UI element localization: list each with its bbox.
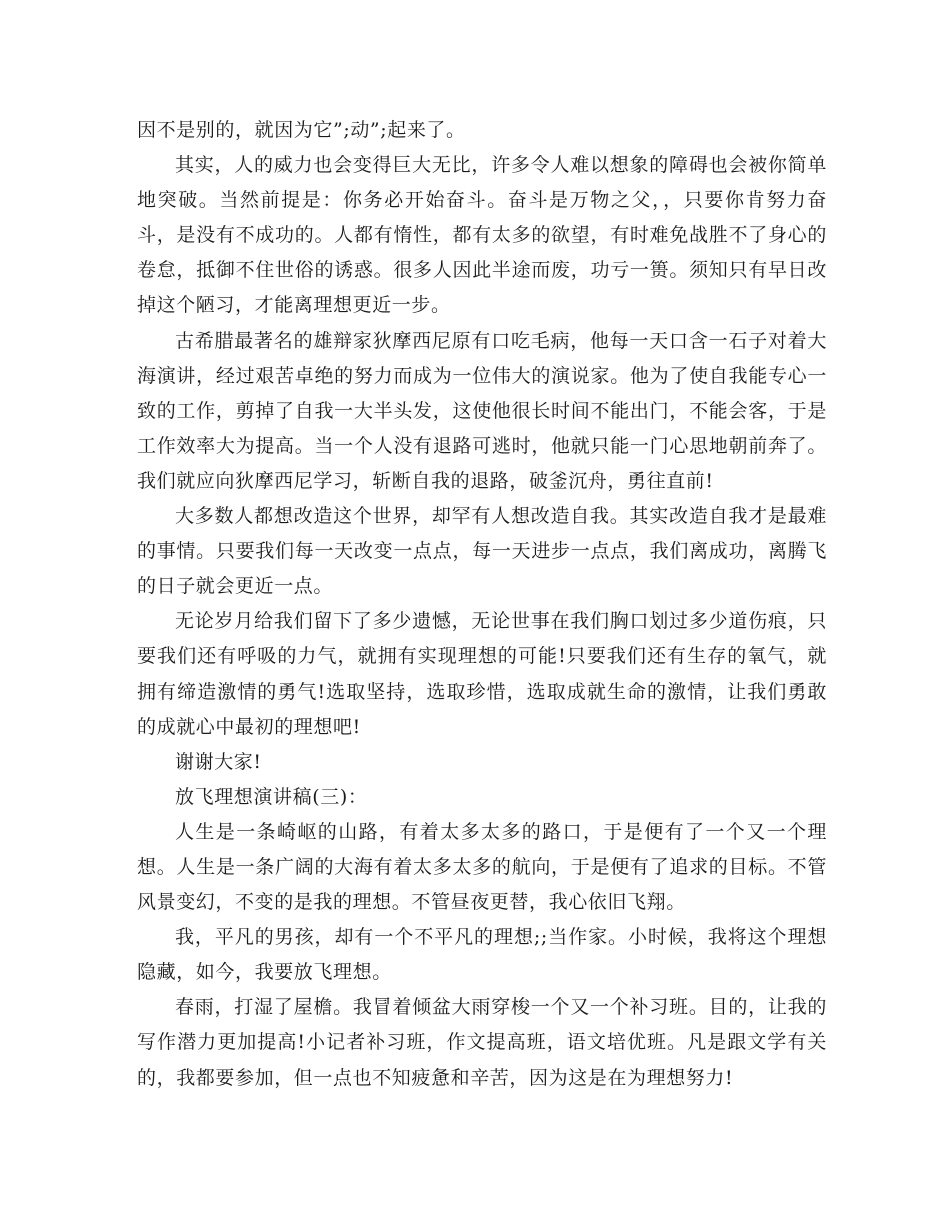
paragraph-2: 其实，人的威力也会变得巨大无比，许多令人难以想象的障碍也会被你简单地突破。当然前提是：你务必开始奋斗。奋斗是万物之父，，只要你肯努力奋斗，是没有不成功的。人都有惰性，都有太多的欲望，有时难免战胜不了身心的卷怠，抵御不住世俗的诱惑。很多人因此半途而废，功亏一篑。须知只有早日改掉这个陋习，才能离理想更近一步。 — [137, 154, 827, 317]
paragraph-9: 春雨，打湿了屋檐。我冒着倾盆大雨穿梭一个又一个补习班。目的，让我的写作潜力更加提高!小记者补习班，作文提高班，语文培优班。凡是跟文学有关的，我都要参加，但一点也不知疲惫和辛苦，因为这是在为理想努力! — [137, 996, 827, 1089]
paragraph-4: 大多数人都想改造这个世界，却罕有人想改造自我。其实改造自我才是最难的事情。只要我们每一天改变一点点，每一天进步一点点，我们离成功，离腾飞的日子就会更近一点。 — [137, 505, 827, 598]
paragraph-7: 人生是一条崎岖的山路，有着太多太多的路口，于是便有了一个又一个理想。人生是一条广阔的大海有着太多太多的航向，于是便有了追求的目标。不管风景变幻，不变的是我的理想。不管昼夜更替，我心依旧飞翔。 — [137, 820, 827, 914]
paragraph-6: 谢谢大家! — [175, 750, 262, 773]
paragraph-1: 因不是别的，就因为它”;动”;起来了。 — [137, 119, 466, 141]
paragraph-8: 我，平凡的男孩，却有一个不平凡的理想;;当作家。小时候，我将这个理想隐藏，如今，我要放飞理想。 — [137, 926, 827, 984]
document-body — [137, 113, 827, 1096]
section-heading: 放飞理想演讲稿(三)： — [175, 785, 368, 808]
paragraph-3: 古希腊最著名的雄辩家狄摩西尼原有口吃毛病，他每一天口含一石子对着大海演讲，经过艰苦卓绝的努力而成为一位伟大的演说家。他为了使自我能专心一致的工作，剪掉了自我一大半头发，这使他很长时间不能出门，不能会客，于是工作效率大为提高。当一个人没有退路可逃时，他就只能一门心思地朝前奔了。我们就应向狄摩西尼学习，斩断自我的退路，破釜沉舟，勇往直前! — [137, 329, 827, 492]
paragraph-5: 无论岁月给我们留下了多少遗憾，无论世事在我们胸口划过多少道伤痕，只要我们还有呼吸的力气，就拥有实现理想的可能!只要我们还有生存的氧气，就拥有缔造激情的勇气!选取坚持，选取珍惜，选取成就生命的激情，让我们勇敢的成就心中最初的理想吧! — [137, 610, 827, 738]
